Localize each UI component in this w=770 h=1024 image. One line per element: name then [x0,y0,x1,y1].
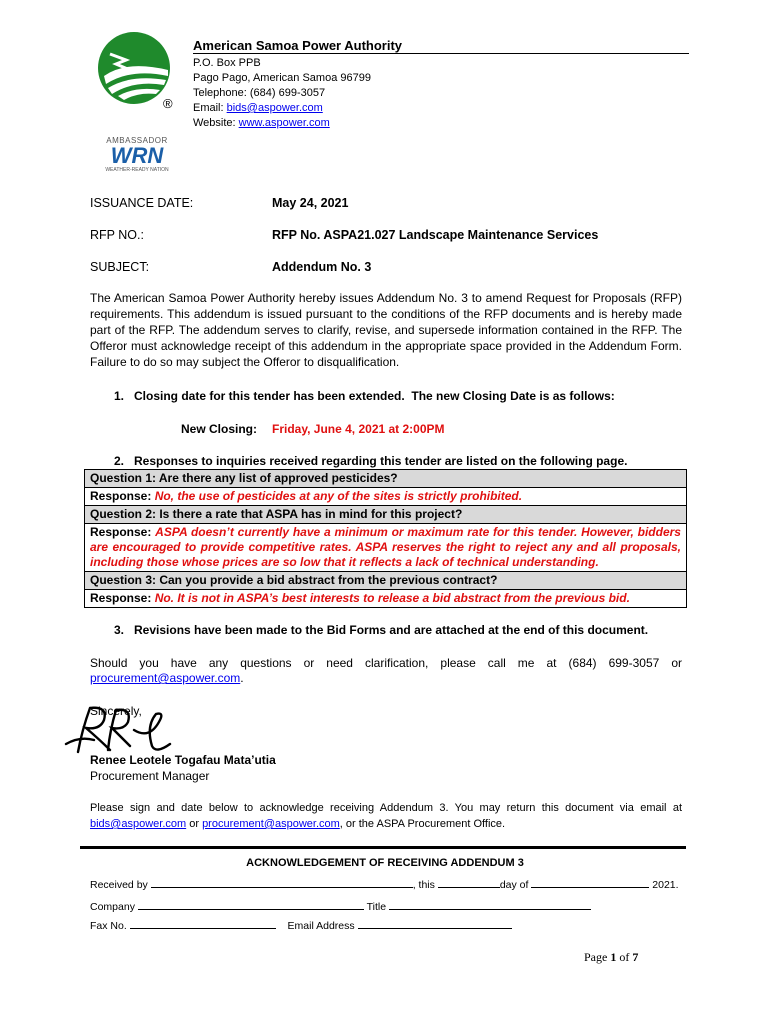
item-3: 3. Revisions have been made to the Bid Forms and are attached at the end of this document. [114,623,649,637]
rfp-no-value: RFP No. ASPA21.027 Landscape Maintenance Services [272,228,599,242]
handwritten-signature [60,700,190,760]
month-field[interactable] [531,877,649,888]
address-block [193,56,371,131]
new-closing-label: New Closing: [181,422,258,436]
sign-instructions-line-2: bids@aspower.com or procurement@aspower.com, or the ASPA Procurement Office. [90,818,506,830]
table-row [85,572,687,590]
badge-main-text: WRN [110,143,164,168]
intro-paragraph: The American Samoa Power Authority hereby issues Addendum No. 3 to amend Request for Proposals (RFP) requirements. This addendum is issued pursuant to the conditions of the RFP documents and is hereby made part of the RFP. The addendum serves to clarify, revise, and supersede information contained in the RFP. The Offeror must acknowledge receipt of this addendum in the appropriate space provided in the Addendum Form. Failure to do so may subject the Offeror to disqualification. [90,291,682,369]
response-3: Response: No. It is not in ASPA’s best interests to release a bid abstract from the previous bid. [85,590,687,608]
subject-label: SUBJECT: [90,260,150,274]
received-by-row: Received by , this day of 2021. [90,879,679,891]
item-2: 2. Responses to inquiries received regarding this tender are listed on the following page. [114,454,628,468]
email-address-label: Email Address [287,920,355,932]
bids-email-link[interactable]: bids@aspower.com [90,818,187,830]
registered-mark: ® [163,96,173,111]
sign-instructions-line-1: Please sign and date below to acknowledge receiving Addendum 3. You may return this document via email at [90,802,682,814]
header-rule [193,53,689,54]
email-line: Email: bids@aspower.com [193,102,323,114]
question-2: Question 2: Is there a rate that ASPA has in mind for this project? [85,506,687,524]
website-line: Website: www.aspower.com [193,117,330,129]
signer-name: Renee Leotele Togafau Mata’utia [90,753,276,767]
title-label: Title [366,901,387,913]
ack-rule [80,846,686,849]
response-1: Response: No, the use of pesticides at any of the sites is strictly prohibited. [85,488,687,506]
ack-title: ACKNOWLEDGEMENT OF RECEIVING ADDENDUM 3 [246,857,524,869]
new-closing-value: Friday, June 4, 2021 at 2:00PM [272,422,445,436]
email-address-field[interactable] [358,918,512,929]
procurement-email-link-2[interactable]: procurement@aspower.com [202,818,340,830]
table-row [85,470,687,488]
response-2: Response: ASPA doesn’t currently have a minimum or maximum rate for this tender. However, bidders are encouraged to provide competitive rates. ASPA reserves the right to reject any and all proposals, including those whose prices are so low that it reflects a lack of technical understanding. [85,524,687,572]
wrn-ambassador-badge [96,136,178,176]
badge-top-text: AMBASSADOR [106,136,168,145]
question-1: Question 1: Are there any list of approved pesticides? [85,470,687,488]
issuance-date-label: ISSUANCE DATE: [90,196,194,210]
table-row [85,524,687,572]
company-field[interactable] [138,899,364,910]
qa-table [84,469,687,608]
issuance-date-value: May 24, 2021 [272,196,349,210]
company-label: Company [90,901,135,913]
fax-label: Fax No. [90,920,127,932]
sincerely: Sincerely, [90,704,142,718]
address-line-2: Pago Pago, American Samoa 96799 [193,72,371,84]
questions-email-line: procurement@aspower.com. [90,671,244,685]
telephone: Telephone: (684) 699-3057 [193,87,326,99]
table-row [85,590,687,608]
badge-sub-text: WEATHER-READY NATION [105,167,169,173]
received-by-field[interactable] [151,877,413,888]
page-number: Page 1 of 7 [584,950,639,964]
rfp-no-label: RFP NO.: [90,228,144,242]
fax-field[interactable] [130,918,276,929]
signer-title: Procurement Manager [90,769,210,783]
company-row [90,899,591,913]
fax-row [90,918,512,932]
table-row [85,488,687,506]
item-1: 1. Closing date for this tender has been extended. The new Closing Date is as follows: [114,389,615,403]
question-3: Question 3: Can you provide a bid abstract from the previous contract? [85,572,687,590]
table-row [85,506,687,524]
address-line-1: P.O. Box PPB [193,57,261,69]
org-name: American Samoa Power Authority [193,38,403,53]
email-link[interactable]: bids@aspower.com [226,102,323,114]
title-field[interactable] [389,899,591,910]
website-link[interactable]: www.aspower.com [238,117,330,129]
received-by-label: Received by [90,879,148,891]
procurement-email-link[interactable]: procurement@aspower.com [90,671,241,685]
day-field[interactable] [438,877,500,888]
subject-value: Addendum No. 3 [272,260,372,274]
questions-text: Should you have any questions or need clarification, please call me at (684) 699-3057 or [90,656,682,670]
